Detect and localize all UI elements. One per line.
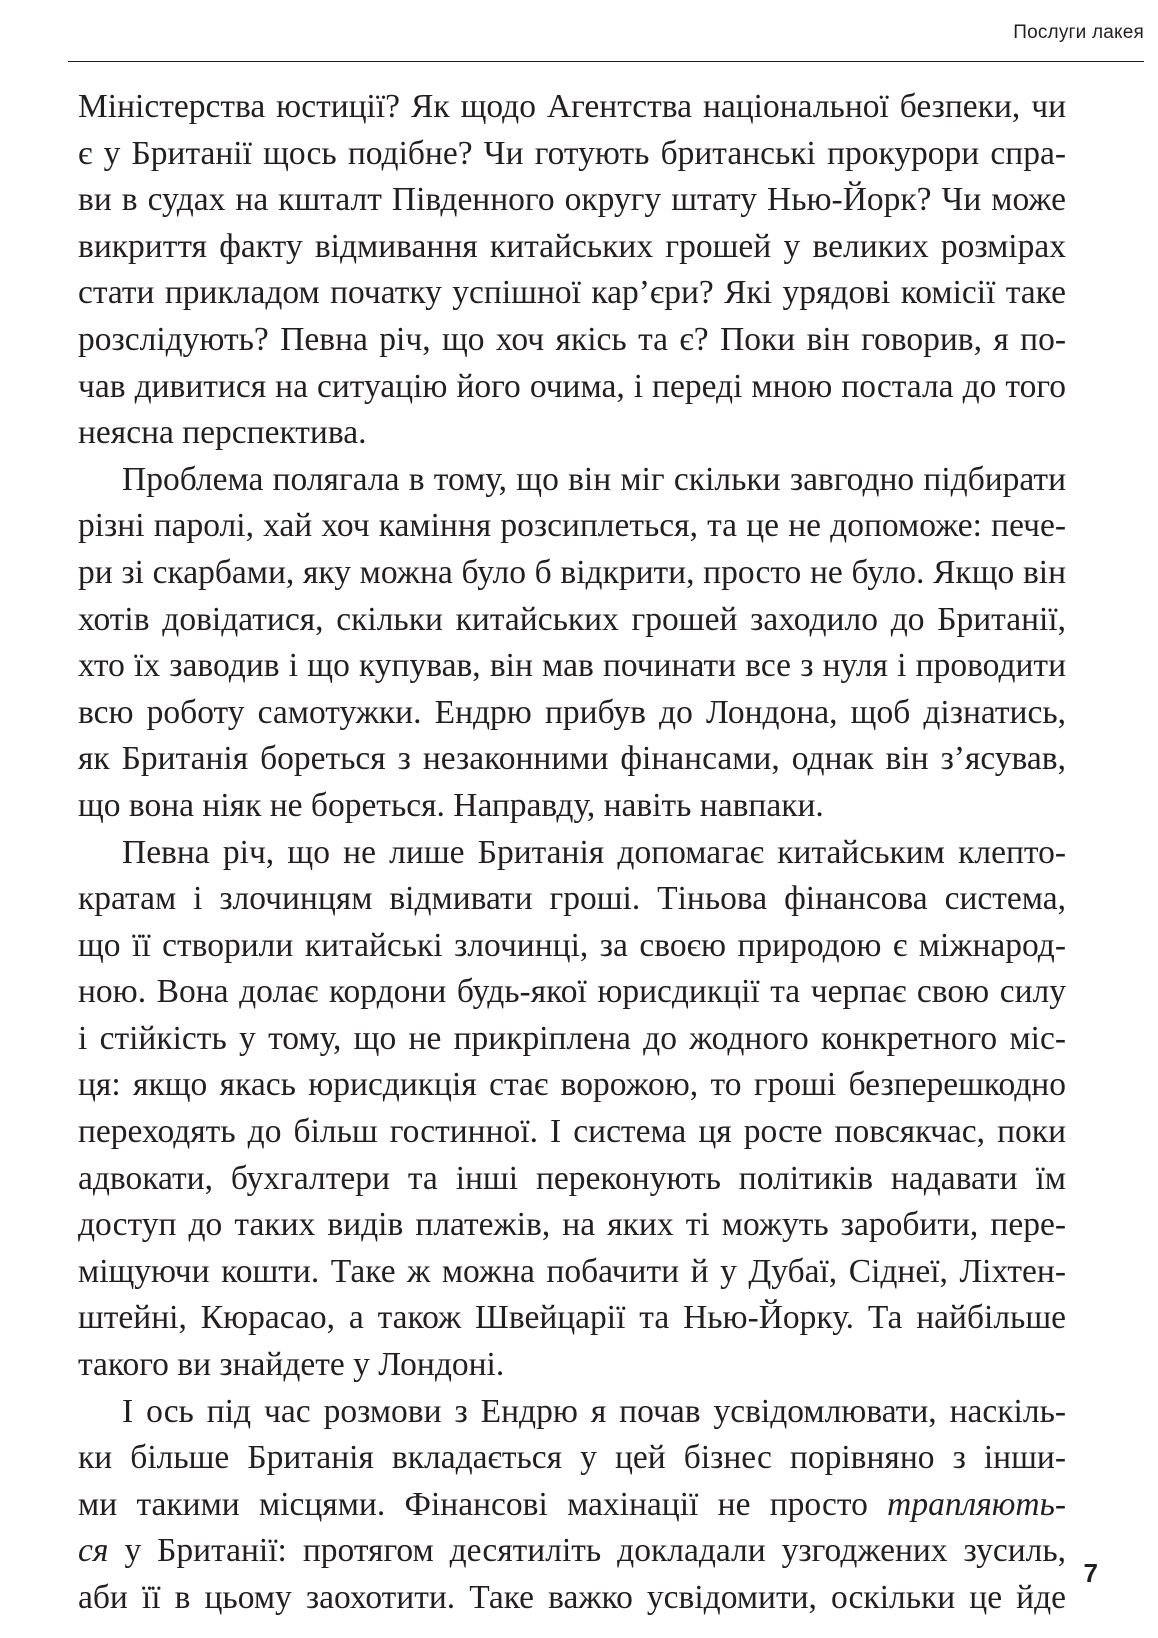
- text-span: Певна річ, що не лише Британія допомагає китайським клепто-: [122, 833, 1066, 871]
- text-line: [78, 270, 1066, 317]
- text-line: [78, 1016, 1066, 1063]
- text-line: [78, 597, 1066, 644]
- text-line: [78, 1062, 1066, 1109]
- text-line: [78, 1389, 1066, 1436]
- text-span: Міністерства юстиції? Як щодо Агентства національної безпеки, чи: [78, 88, 1066, 125]
- text-span: штейні, Кюрасао, а також Швейцарії та Нью-Йорку. Та найбільше: [78, 1299, 1066, 1337]
- text-span: як Британія бореться з незаконними фінансами, однак він з’ясував,: [78, 740, 1066, 778]
- text-line: [78, 690, 1066, 737]
- text-span: ви в судах на кшталт Південного округу штату Нью-Йорк? Чи може: [78, 181, 1066, 219]
- text-span: аби її в цьому заохотити. Таке важко усвідомити, оскільки це йде: [78, 1579, 1066, 1616]
- text-span: і стійкість у тому, що не прикріплена до жодного конкретного міс-: [78, 1019, 1066, 1057]
- text-span: кратам і злочинцям відмивати гроші. Тіньова фінансова система,: [78, 880, 1066, 918]
- text-line: [78, 1435, 1066, 1482]
- text-line: [78, 177, 1066, 224]
- text-line: [78, 1156, 1066, 1203]
- text-span: що її створили китайські злочинці, за своєю природою є міжнарод-: [78, 926, 1066, 964]
- text-span: ри зі скарбами, яку можна було б відкрити, просто не було. Якщо він: [78, 553, 1066, 591]
- text-span: різні паролі, хай хоч каміння розсиплеться, та це не допоможе: пече-: [78, 507, 1066, 545]
- page-number: 7: [1083, 1558, 1098, 1588]
- text-line: [78, 643, 1066, 690]
- text-span: такого ви знайдете у Лондоні.: [78, 1346, 505, 1384]
- text-span: стати прикладом початку успішної кар’єри? Які урядові комісії таке: [78, 274, 1066, 312]
- text-span: неясна перспектива.: [78, 414, 367, 452]
- text-span: адвокати, бухгалтери та інші переконують політиків надавати їм: [78, 1159, 1066, 1197]
- text-line: [78, 550, 1066, 597]
- text-span: хто їх заводив і що купував, він мав починати все з нуля і проводити: [78, 647, 1066, 685]
- text-line: [78, 736, 1066, 783]
- text-span: що вона ніяк не бореться. Направду, навіть навпаки.: [78, 786, 824, 824]
- text-line: [78, 1249, 1066, 1296]
- text-line: [78, 457, 1066, 504]
- text-line: [78, 364, 1066, 411]
- text-line: [78, 1342, 1066, 1389]
- text-line: [78, 783, 1066, 830]
- text-line: [78, 1202, 1066, 1249]
- text-span: хотів довідатися, скільки китайських грошей заходило до Британії,: [78, 600, 1066, 638]
- text-line: [78, 876, 1066, 923]
- text-span: є у Британії щось подібне? Чи готують британські прокурори спра-: [78, 134, 1066, 172]
- text-line: [78, 317, 1066, 364]
- text-span: всю роботу самотужки. Ендрю прибув до Лондона, щоб дізнатись,: [78, 693, 1066, 731]
- text-line: [78, 1482, 1066, 1529]
- text-span: викриття факту відмивання китайських грошей у великих розмірах: [78, 227, 1066, 265]
- text-span: ця: якщо якась юрисдикція стає ворожою, то гроші безперешкодно: [78, 1066, 1066, 1104]
- text-span: у Британії: протягом десятиліть докладали узгоджених зусиль,: [108, 1532, 1066, 1570]
- text-line: [78, 830, 1066, 877]
- text-line: [78, 131, 1066, 178]
- text-span: ми такими місцями. Фінансові махінації не просто: [78, 1485, 888, 1523]
- italic-text: ся: [78, 1532, 109, 1570]
- text-span: міщуючи кошти. Таке ж можна побачити й у Дубаї, Сіднеї, Ліхтен-: [78, 1252, 1066, 1290]
- text-span: ною. Вона долає кордони будь-якої юрисдикції та черпає свою силу: [78, 973, 1066, 1011]
- text-line: [78, 410, 1066, 457]
- text-span: розслідують? Певна річ, що хоч якісь та є? Поки він говорив, я по-: [78, 320, 1066, 358]
- text-line: [78, 969, 1066, 1016]
- text-line: [78, 1528, 1066, 1575]
- text-span: Проблема полягала в тому, що він міг скільки завгодно підбирати: [122, 460, 1066, 498]
- body-text: [78, 84, 1066, 1622]
- text-line: [78, 923, 1066, 970]
- header-rule: [68, 61, 1144, 62]
- text-line: [78, 503, 1066, 550]
- text-span: доступ до таких видів платежів, на яких ті можуть заробити, пере-: [78, 1206, 1066, 1244]
- text-span: переходять до більш гостинної. І система ця росте повсякчас, поки: [78, 1113, 1066, 1151]
- text-span: ки більше Британія вкладається у цей бізнес порівняно з інши-: [78, 1439, 1066, 1477]
- text-line: [78, 1295, 1066, 1342]
- running-head: Послуги лакея: [1013, 22, 1144, 43]
- text-line: [78, 1575, 1066, 1622]
- italic-text: трапляють-: [887, 1485, 1066, 1523]
- text-line: [78, 1109, 1066, 1156]
- text-span: І ось під час розмови з Ендрю я почав усвідомлювати, наскіль-: [122, 1392, 1066, 1430]
- text-line: [78, 224, 1066, 271]
- text-span: чав дивитися на ситуацію його очима, і переді мною постала до того: [78, 367, 1066, 405]
- text-line: [78, 84, 1066, 131]
